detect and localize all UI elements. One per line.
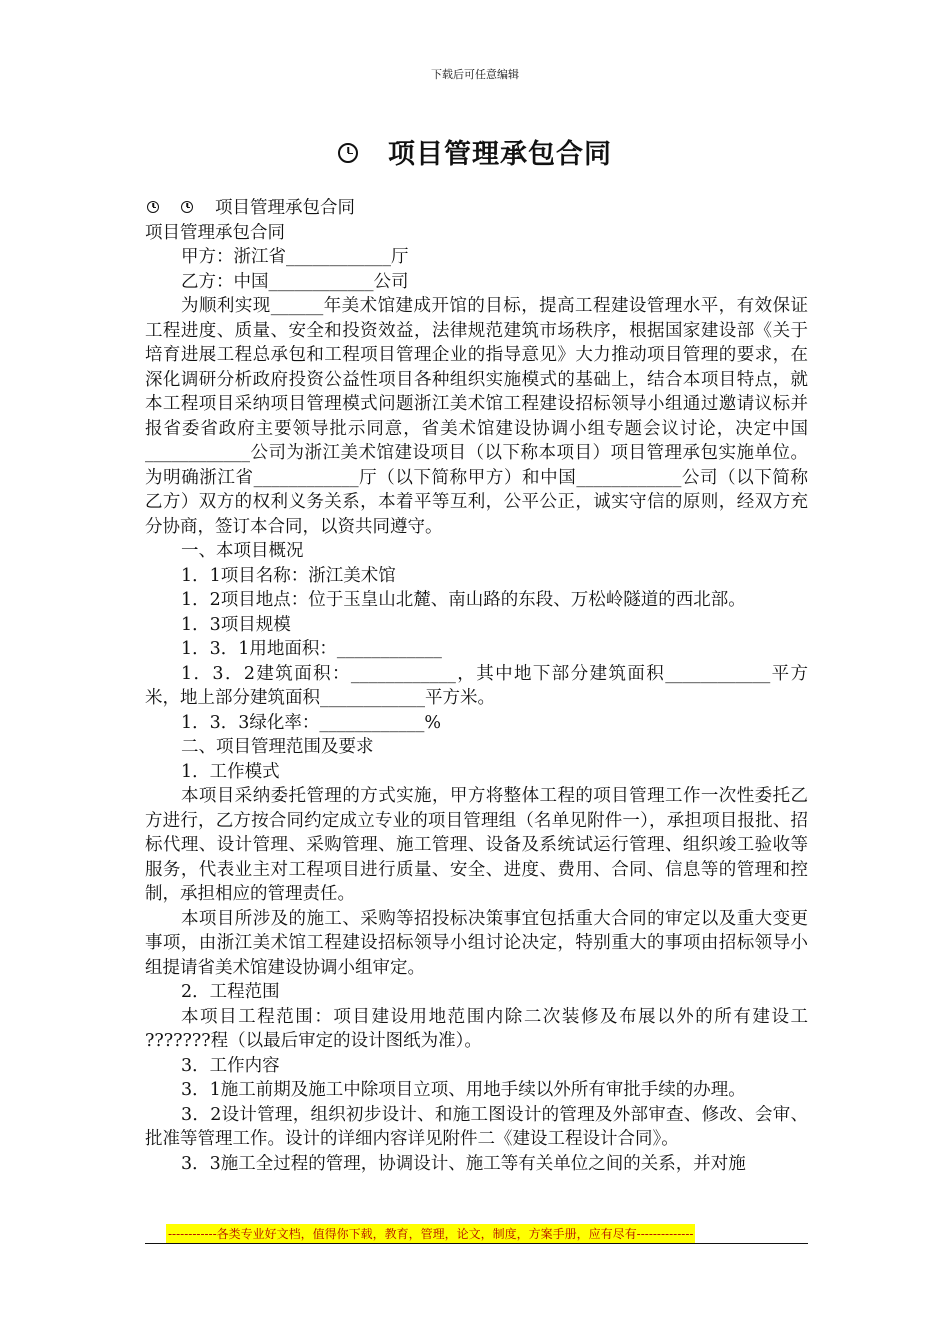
clause: 1．3．1用地面积：____________ bbox=[181, 639, 442, 659]
clause: 1．1项目名称：浙江美术馆 bbox=[181, 565, 396, 586]
clock-icon bbox=[147, 201, 159, 213]
preamble-paragraph: 为顺利实现______年美术馆建成开馆的目标，提高工程建设管理水平，有效保证工程进度、质量、安全和投资效益，法律规范建筑市场秩序，根据国家建设部《关于培育进展工程总承包和工程项目管理企业的指导意见》大力推动项目管理的要求，在深化调研分析政府投资公益性项目各种组织实施模式的基础上，结合本项目特点，就本工程项目采纳项目管理模式问题浙江美术馆工程建设招标领导小组通过邀请议标并报省委省政府主要领导批示同意，省美术馆建设协调小组专题会议讨论，决定中国____________公司为浙江美术馆建设项目（以下称本项目）项目管理承包实施单位。为明确浙江省____________厅（以下简称甲方）和中国____________公司（以下简称乙方）双方的权利义务关系，本着平等互利，公平公正，诚实守信的原则，经双方充分协商，签订本合同，以资共同遵守。 bbox=[145, 296, 808, 537]
footer-divider bbox=[145, 1243, 808, 1244]
page-header-note: 下载后可任意编辑 bbox=[431, 68, 519, 81]
clause-heading: 1．工作模式 bbox=[181, 761, 280, 782]
clause: 3．1施工前期及施工中除项目立项、用地手续以外所有审批手续的办理。 bbox=[181, 1080, 746, 1100]
document-body bbox=[145, 196, 808, 1176]
paragraph: 本项目所涉及的施工、采购等招投标决策事宜包括重大合同的审定以及重大变更事项，由浙江美术馆工程建设招标领导小组讨论决定，特别重大的事项由招标领导小组提请省美术馆建设协调小组审定。 bbox=[145, 908, 808, 978]
document-title-text: 项目管理承包合同 bbox=[388, 139, 612, 170]
clause-heading: 3．工作内容 bbox=[181, 1055, 280, 1076]
clause: 1．3项目规模 bbox=[181, 614, 291, 635]
clock-icon bbox=[338, 143, 358, 163]
clause: 1．2项目地点：位于玉皇山北麓、南山路的东段、万松岭隧道的西北部。 bbox=[181, 590, 746, 610]
paragraph: 项目管理承包合同 bbox=[145, 222, 285, 243]
clause-heading: 2．工程范围 bbox=[181, 982, 280, 1002]
section-heading: 二、项目管理范围及要求 bbox=[181, 737, 374, 757]
section-heading: 一、本项目概况 bbox=[181, 541, 304, 561]
document-title bbox=[0, 132, 950, 171]
party-a-line: 甲方：浙江省____________厅 bbox=[181, 247, 409, 267]
subtitle-line bbox=[145, 196, 808, 221]
clause: 3．3施工全过程的管理，协调设计、施工等有关单位之间的关系，并对施 bbox=[181, 1153, 746, 1174]
paragraph: 本项目采纳委托管理的方式实施，甲方将整体工程的项目管理工作一次性委托乙方进行，乙方按合同约定成立专业的项目管理组（名单见附件一），承担项目报批、招标代理、设计管理、采购管理、施工管理、设备及系统试运行管理、组织竣工验收等服务，代表业主对工程项目进行质量、安全、进度、费用、合同、信息等的管理和控制，承担相应的管理责任。 bbox=[145, 786, 808, 904]
subtitle-text: 项目管理承包合同 bbox=[215, 198, 355, 218]
paragraph: 本项目工程范围：项目建设用地范围内除二次装修及布展以外的所有建设工 ???????程（以最后审定的设计图纸为准）。 bbox=[145, 1006, 808, 1051]
footer-banner: ------------各类专业好文档，值得你下载，教育，管理，论文，制度，方案手册，应有尽有-------------- bbox=[166, 1224, 695, 1243]
party-b-line: 乙方：中国____________公司 bbox=[181, 271, 409, 292]
clock-icon bbox=[181, 201, 193, 213]
clause: 1．3．2建筑面积：____________，其中地下部分建筑面积____________平方米，地上部分建筑面积____________平方米。 bbox=[145, 663, 808, 708]
clause: 3．2设计管理，组织初步设计、和施工图设计的管理及外部审查、修改、会审、批准等管理工作。设计的详细内容详见附件二《建设工程设计合同》。 bbox=[145, 1104, 808, 1149]
clause: 1．3．3绿化率：____________% bbox=[181, 712, 442, 733]
